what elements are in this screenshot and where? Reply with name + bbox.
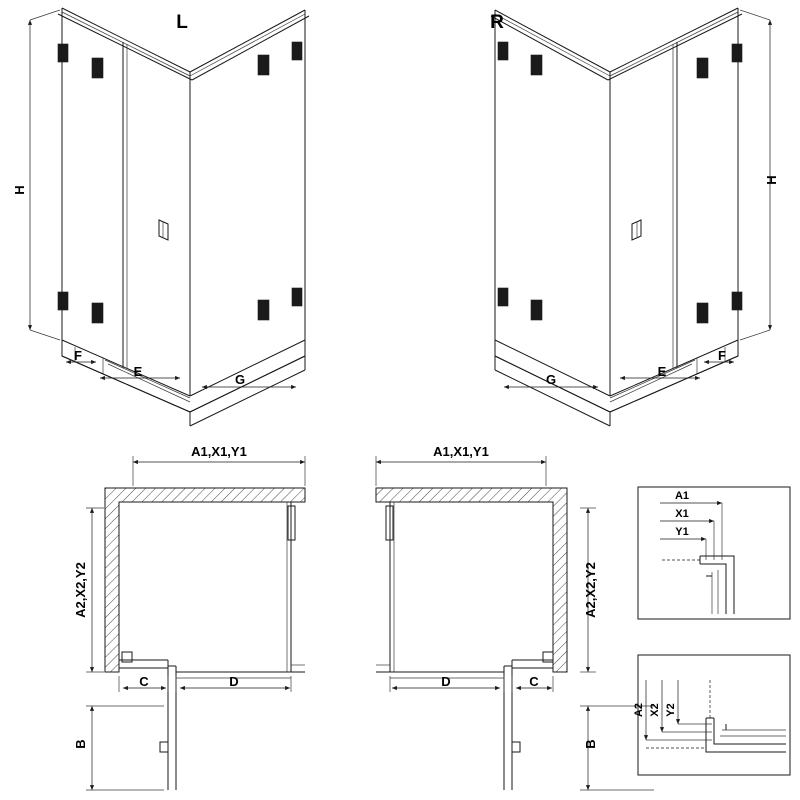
iso-right-height-label: H: [764, 175, 779, 185]
detail-top-dim-y1: Y1: [675, 526, 689, 538]
plan-right-dim-d: D: [441, 674, 451, 689]
plan-left-dim-c: C: [139, 674, 149, 689]
iso-right-dim-e: E: [657, 364, 667, 379]
plan-right-dim-b: B: [583, 739, 598, 749]
plan-left-dim-d: D: [229, 674, 239, 689]
plan-left-top-dim: A1,X1,Y1: [191, 444, 247, 459]
plan-right-side-dim: A2,X2,Y2: [583, 562, 598, 618]
plan-right-top-dim: A1,X1,Y1: [433, 444, 489, 459]
plan-view-left: [73, 444, 305, 790]
plan-left-side-dim: A2,X2,Y2: [73, 562, 88, 618]
iso-view-right: [490, 8, 779, 426]
iso-left-height-label: H: [12, 185, 27, 195]
iso-left-dim-g: G: [234, 372, 246, 387]
iso-left-handing-label: L: [176, 12, 188, 33]
iso-right-dim-f: F: [718, 348, 726, 363]
plan-left-dim-b: B: [73, 739, 88, 749]
iso-right-dim-g: G: [545, 372, 557, 387]
detail-view-bottom: [633, 655, 790, 775]
plan-right-dim-c: C: [529, 674, 539, 689]
detail-bottom-dim-a2: A2: [633, 702, 645, 718]
iso-view-left: [12, 8, 309, 426]
detail-bottom-dim-y2: Y2: [665, 703, 677, 717]
detail-bottom-dim-x2: X2: [649, 703, 661, 717]
iso-left-dim-e: E: [133, 364, 143, 379]
detail-view-top: [638, 487, 790, 619]
plan-view-right: [376, 444, 654, 790]
detail-top-dim-a1: A1: [674, 490, 690, 502]
detail-top-dim-x1: X1: [675, 508, 689, 520]
iso-right-handing-label: R: [490, 12, 504, 33]
iso-left-dim-f: F: [74, 348, 82, 363]
